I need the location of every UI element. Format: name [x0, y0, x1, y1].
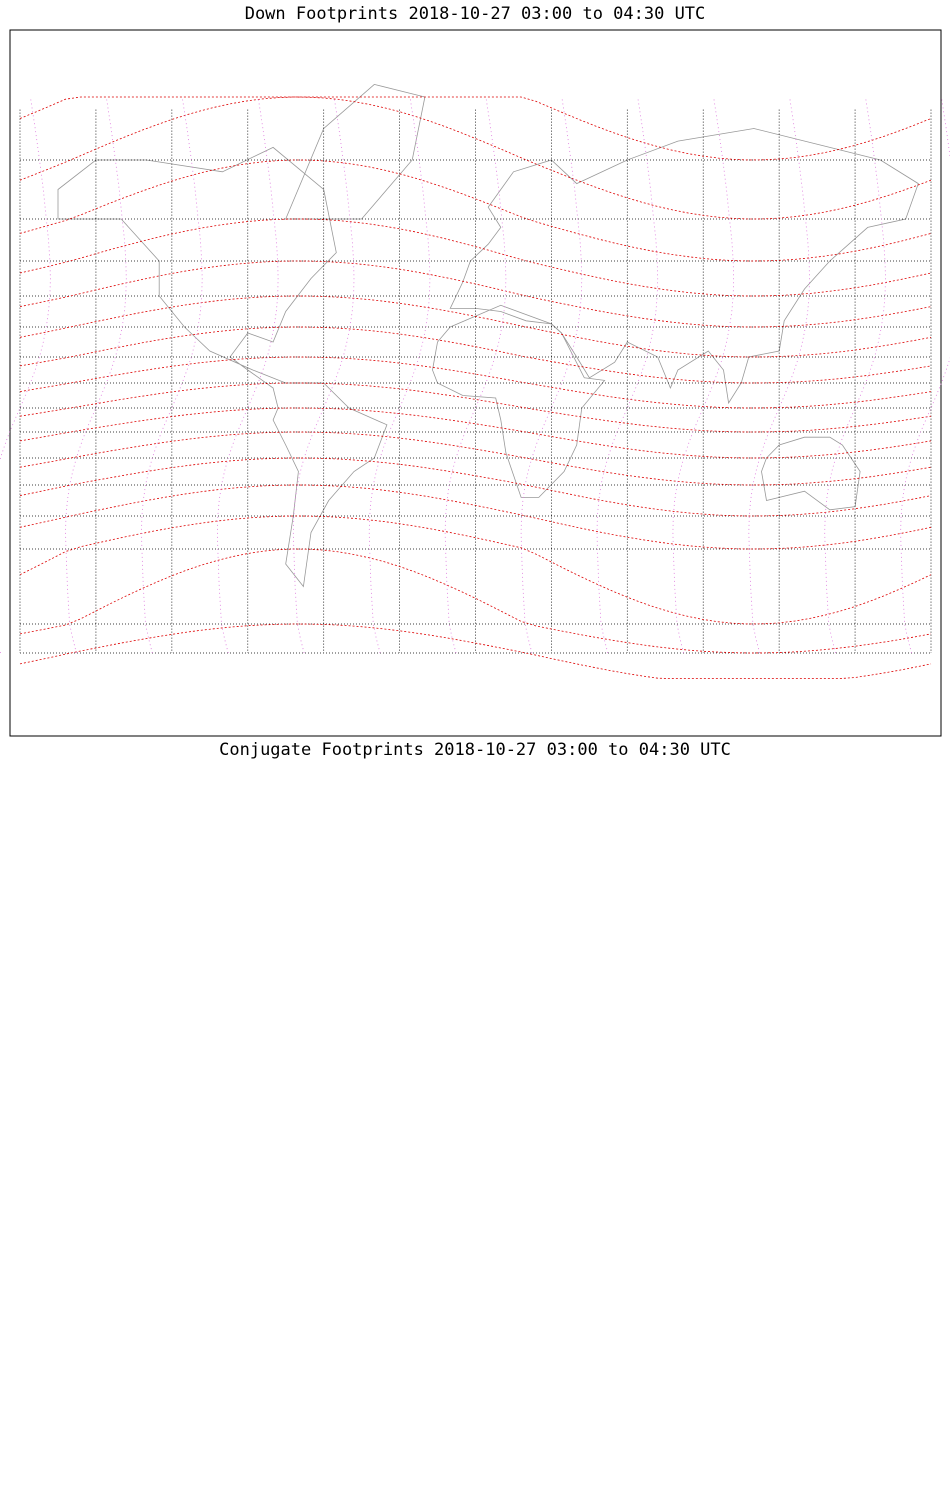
- panel-title-conjugate: Conjugate Footprints 2018-10-27 03:00 to 04:30 UTC: [219, 740, 731, 760]
- down-footprints-panel: [0, 30, 950, 736]
- panel-title-down: Down Footprints 2018-10-27 03:00 to 04:30 UTC: [244, 4, 706, 24]
